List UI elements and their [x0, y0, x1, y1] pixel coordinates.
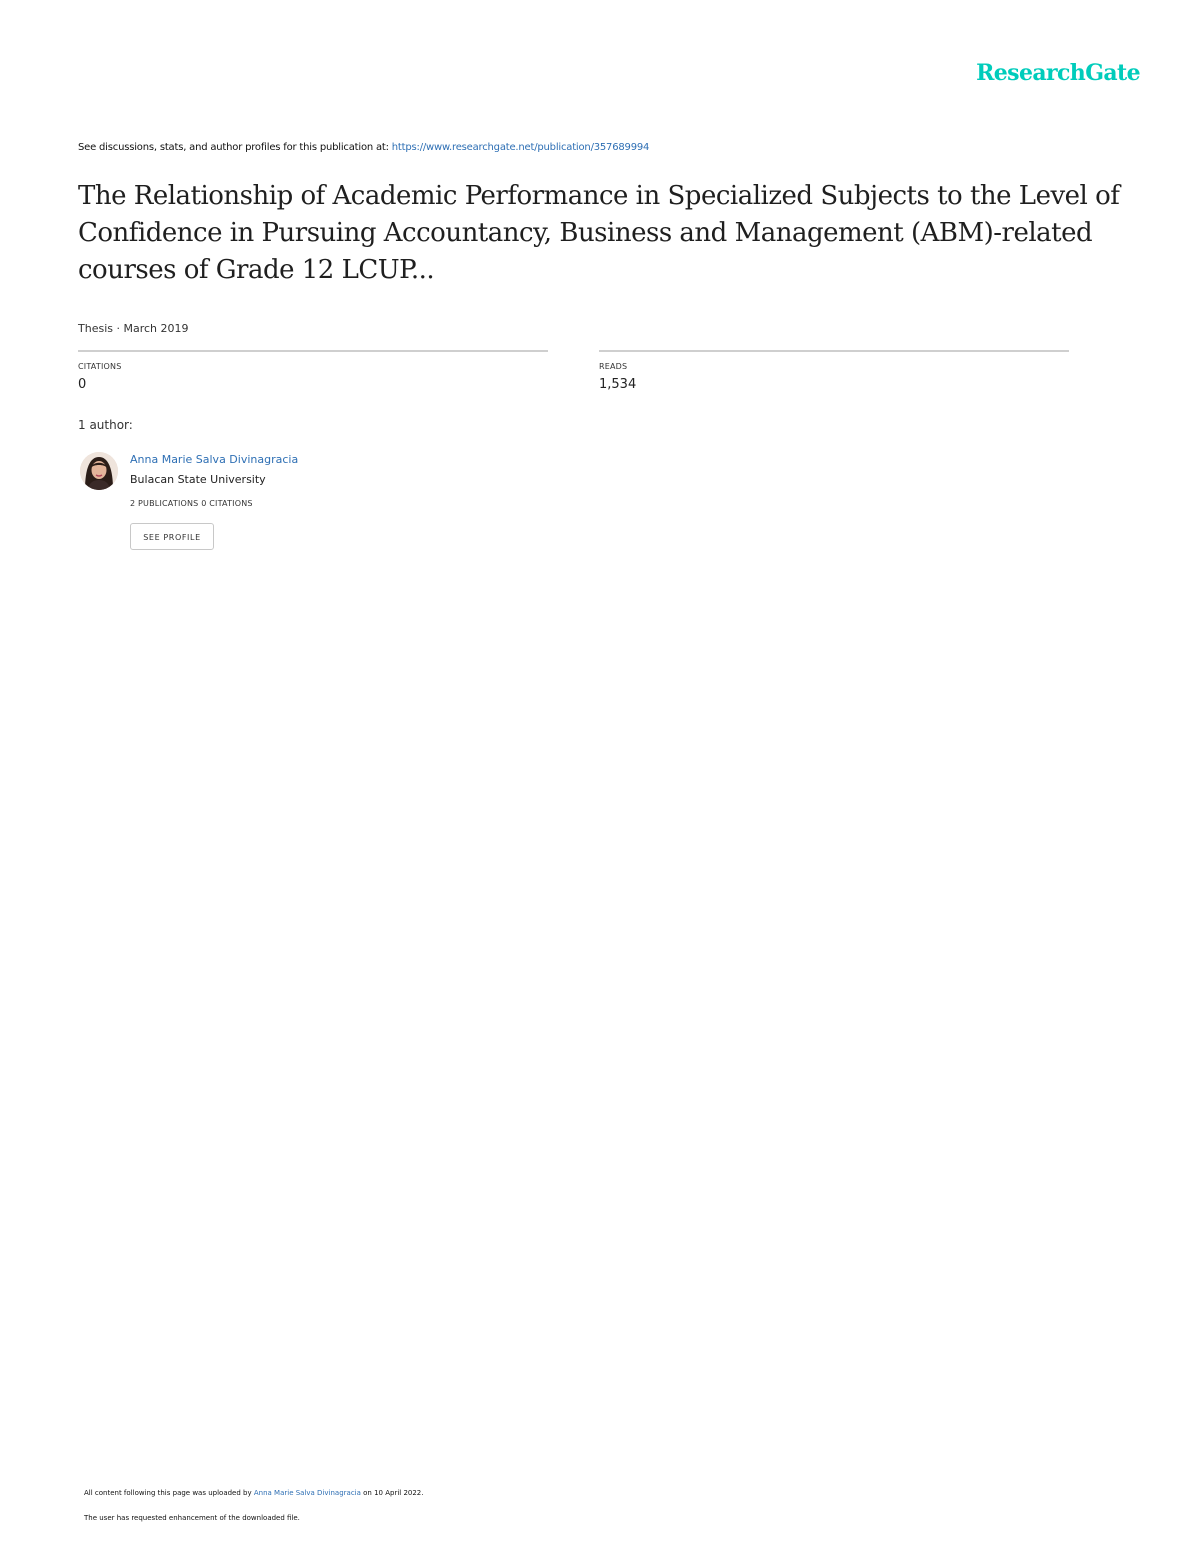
- publication-url-link[interactable]: https://www.researchgate.net/publication/357689994: [391, 142, 650, 153]
- footer-upload-prefix: All content following this page was uploaded by: [84, 1489, 252, 1497]
- author-name-link[interactable]: Anna Marie Salva Divinagracia: [130, 453, 299, 466]
- footer-upload-line: [84, 1489, 423, 1497]
- citations-label: CITATIONS: [78, 362, 122, 371]
- publication-title: The Relationship of Academic Performance in Specialized Subjects to the Level of Confidence in Pursuing Accountancy, Business and Management (ABM)-related courses of Grade 12 LCUP...: [78, 181, 1120, 285]
- footer-upload-suffix: on 10 April 2022.: [363, 1489, 424, 1497]
- reads-stat: [599, 350, 1069, 392]
- author-count: 1 author:: [78, 418, 133, 432]
- see-profile-button[interactable]: SEE PROFILE: [130, 523, 214, 550]
- researchgate-logo[interactable]: ResearchGate: [976, 60, 1140, 86]
- reads-value: 1,534: [599, 377, 637, 392]
- citations-value: 0: [78, 377, 87, 392]
- author-avatar[interactable]: [80, 452, 118, 490]
- footer-note: The user has requested enhancement of the downloaded file.: [84, 1514, 300, 1522]
- citations-stat: [78, 350, 548, 392]
- author-stats: 2 PUBLICATIONS 0 CITATIONS: [130, 499, 253, 508]
- avatar-portrait-icon: [80, 452, 118, 490]
- footer-uploader-link[interactable]: Anna Marie Salva Divinagracia: [253, 1489, 361, 1497]
- reads-label: READS: [599, 362, 628, 371]
- source-line: [78, 142, 649, 153]
- source-prefix: See discussions, stats, and author profiles for this publication at:: [78, 142, 389, 153]
- publication-type-date: Thesis · March 2019: [78, 322, 189, 335]
- author-institution: Bulacan State University: [130, 473, 266, 486]
